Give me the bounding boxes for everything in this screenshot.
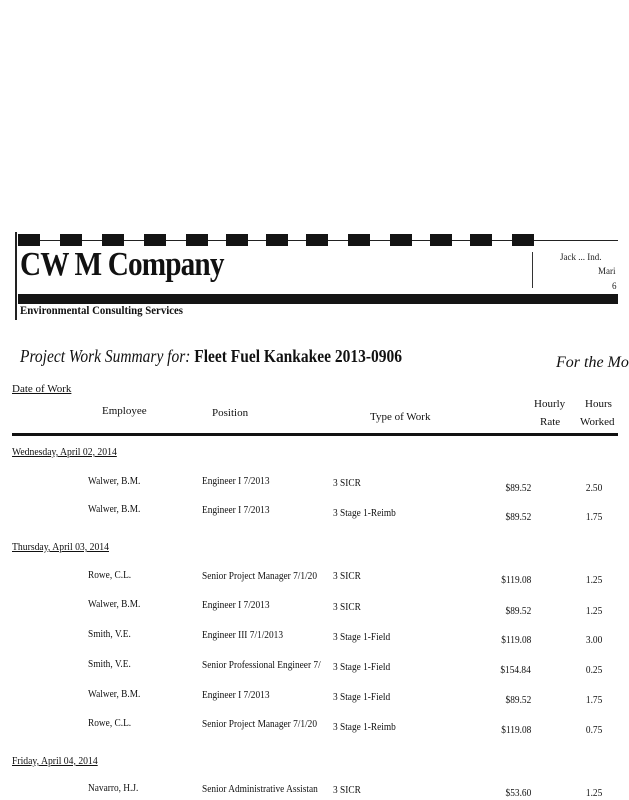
address-line-2: Mari xyxy=(598,266,616,276)
row-position: Engineer I 7/2013 xyxy=(202,475,270,487)
row-type: 3 Stage 1-Field xyxy=(333,631,391,643)
col-hours-header-2: Worked xyxy=(580,416,615,428)
row-employee: Smith, V.E. xyxy=(88,628,131,640)
col-rate-header-1: Hourly xyxy=(534,398,566,410)
address-line-1: Jack ... Ind. xyxy=(560,252,602,262)
row-employee: Rowe, C.L. xyxy=(88,717,132,729)
company-name: CW M Company xyxy=(20,246,224,283)
col-date-header: Date of Work xyxy=(12,383,72,395)
division-name: Environmental Consulting Services xyxy=(20,303,184,317)
row-type: 3 Stage 1-Reimb xyxy=(333,507,396,519)
row-rate: $53.60 xyxy=(505,787,531,799)
row-hours: 3.00 xyxy=(585,634,602,646)
row-position: Engineer I 7/2013 xyxy=(202,599,270,611)
col-position-header: Position xyxy=(212,407,249,419)
row-position: Senior Project Manager 7/1/20 xyxy=(202,718,318,730)
row-type: 3 Stage 1-Reimb xyxy=(333,721,396,733)
row-hours: 1.75 xyxy=(585,694,602,706)
address-divider xyxy=(532,252,533,288)
row-hours: 1.25 xyxy=(585,605,602,617)
row-position: Senior Administrative Assistan xyxy=(202,783,318,795)
row-rate: $119.08 xyxy=(500,724,531,736)
row-hours: 0.25 xyxy=(585,664,602,676)
row-rate: $89.52 xyxy=(505,694,531,706)
row-rate: $89.52 xyxy=(505,605,531,617)
row-position: Engineer III 7/1/2013 xyxy=(202,629,284,641)
row-type: 3 SICR xyxy=(333,570,361,582)
row-employee: Walwer, B.M. xyxy=(88,475,141,487)
row-type: 3 SICR xyxy=(333,477,361,489)
row-employee: Smith, V.E. xyxy=(88,658,131,670)
col-type-header: Type of Work xyxy=(370,411,431,423)
row-position: Engineer I 7/2013 xyxy=(202,689,270,701)
row-employee: Walwer, B.M. xyxy=(88,598,141,610)
summary-label: Project Work Summary for: xyxy=(20,346,191,366)
row-employee: Walwer, B.M. xyxy=(88,503,141,515)
work-date: Thursday, April 03, 2014 xyxy=(12,541,109,553)
row-rate: $119.08 xyxy=(500,574,531,586)
row-position: Senior Professional Engineer 7/ xyxy=(202,659,321,671)
letterhead-dashed-rule xyxy=(18,234,618,246)
col-employee-header: Employee xyxy=(102,405,147,417)
row-type: 3 SICR xyxy=(333,601,361,613)
row-employee: Walwer, B.M. xyxy=(88,688,141,700)
summary-title xyxy=(20,346,402,367)
row-hours: 0.75 xyxy=(585,724,602,736)
row-hours: 1.75 xyxy=(585,511,602,523)
row-hours: 1.25 xyxy=(585,574,602,586)
row-position: Senior Project Manager 7/1/20 xyxy=(202,570,318,582)
row-hours: 1.25 xyxy=(585,787,602,799)
row-type: 3 Stage 1-Field xyxy=(333,691,391,703)
row-rate: $89.52 xyxy=(505,482,531,494)
project-name: Fleet Fuel Kankakee 2013-0906 xyxy=(194,346,402,366)
header-rule xyxy=(12,433,618,436)
col-rate-header-2: Rate xyxy=(540,416,561,428)
row-position: Engineer I 7/2013 xyxy=(202,504,270,516)
row-employee: Rowe, C.L. xyxy=(88,569,132,581)
row-rate: $154.84 xyxy=(500,664,531,676)
work-date: Wednesday, April 02, 2014 xyxy=(12,446,117,458)
work-date: Friday, April 04, 2014 xyxy=(12,755,98,767)
address-line-3: 6 xyxy=(612,281,617,291)
row-hours: 2.50 xyxy=(585,482,602,494)
row-rate: $119.08 xyxy=(500,634,531,646)
row-employee: Navarro, H.J. xyxy=(88,782,139,794)
col-hours-header-1: Hours xyxy=(585,398,612,410)
period-label: For the Mo xyxy=(556,354,629,371)
letterhead-frame xyxy=(15,232,17,320)
row-type: 3 Stage 1-Field xyxy=(333,661,391,673)
row-type: 3 SICR xyxy=(333,784,361,796)
row-rate: $89.52 xyxy=(505,511,531,523)
